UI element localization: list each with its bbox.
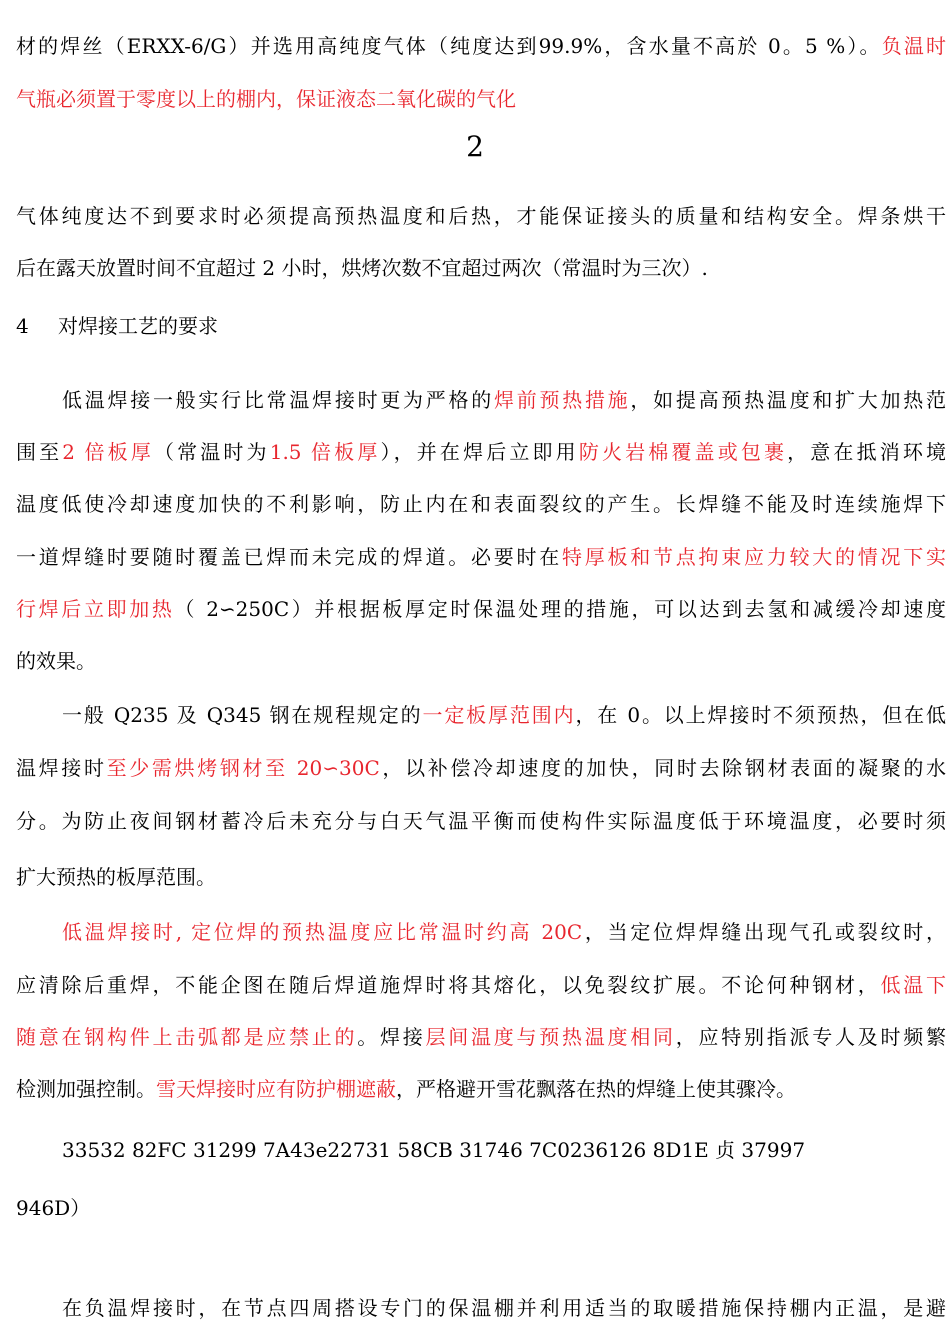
- body-text: ，当定位焊焊缝出现气孔或裂纹时，: [582, 920, 946, 944]
- body-text: （常温时为: [153, 440, 270, 464]
- highlighted-text: 防火岩棉覆盖或包裹: [578, 440, 788, 464]
- paragraph-line: 后在露天放置时间不宜超过 2 小时，烘烤次数不宜超过两次（常温时为三次）.: [16, 256, 708, 280]
- body-text: 一般 Q235 及 Q345 钢在规程规定的: [62, 703, 423, 727]
- paragraph-line: [16, 972, 946, 998]
- highlighted-text: 随意在钢构件上击弧都是应禁止的: [16, 1025, 358, 1049]
- paragraph-line: [62, 387, 946, 413]
- body-text: ，以补偿冷却速度的加快，同时去除钢材表面的凝聚的水: [379, 756, 946, 780]
- highlighted-text: 低温焊接时, 定位焊的预热温度应比常温时约高 20C: [62, 920, 583, 944]
- paragraph-line: 在负温焊接时，在节点四周搭设专门的保温棚并利用适当的取暖措施保持棚内正温，是避: [62, 1296, 946, 1320]
- body-text: 。焊接: [357, 1025, 426, 1049]
- highlighted-text: 特厚板和节点拘束应力较大的情况下实: [562, 545, 946, 569]
- code-line: 946D）: [16, 1196, 91, 1220]
- body-text: ，在 0。以上焊接时不须预热，但在低: [575, 703, 946, 727]
- paragraph-line: [16, 544, 946, 570]
- paragraph-line: [62, 702, 946, 728]
- paragraph-line: [16, 86, 946, 112]
- paragraph-line: [16, 439, 946, 465]
- body-text: 材的焊丝（ERXX-6/G）并选用高纯度气体（纯度达到99.9%，含水量不高於 0。5 %）。: [16, 34, 882, 58]
- highlighted-text: 至少需烘烤钢材至 20∽30C: [106, 756, 380, 780]
- paragraph-line: 扩大预热的板厚范围。: [16, 865, 216, 889]
- body-text: 低温焊接一般实行比常温焊接时更为严格的: [62, 388, 494, 412]
- highlighted-text: 层间温度与预热温度相同: [425, 1025, 676, 1049]
- page-number: 2: [466, 130, 484, 163]
- body-text: 一道焊缝时要随时覆盖已焊而未完成的焊道。必要时在: [16, 545, 562, 569]
- highlighted-text: 2 倍板厚: [62, 440, 154, 464]
- paragraph-line: 温度低使冷却速度加快的不利影响，防止内在和表面裂纹的产生。长焊缝不能及时连续施焊下: [16, 492, 946, 516]
- body-text: 应清除后重焊，不能企图在随后焊道施焊时将其熔化，以免裂纹扩展。不论何种钢材，: [16, 973, 881, 997]
- paragraph-line: 的效果。: [16, 649, 96, 673]
- section-heading: [16, 313, 946, 339]
- highlighted-text: 雪天焊接时应有防护棚遮蔽: [156, 1077, 396, 1101]
- section-title: 对焊接工艺的要求: [58, 314, 218, 338]
- paragraph-line: [16, 1024, 946, 1050]
- body-text: ，如提高预热温度和扩大加热范: [630, 388, 946, 412]
- paragraph-line: [16, 596, 946, 622]
- body-text: ），并在焊后立即用: [380, 440, 579, 464]
- body-text: ，意在抵消环境: [787, 440, 946, 464]
- paragraph-line: [16, 755, 946, 781]
- highlighted-text: 负温时: [881, 34, 946, 58]
- highlighted-text: 行焊后立即加热: [16, 597, 175, 621]
- paragraph-line: 气体纯度达不到要求时必须提高预热温度和后热，才能保证接头的质量和结构安全。焊条烘干: [16, 204, 946, 228]
- body-text: ，应特别指派专人及时频繁: [675, 1025, 946, 1049]
- body-text: 检测加强控制。: [16, 1077, 156, 1101]
- body-text: ，严格避开雪花飘落在热的焊缝上使其骤冷。: [396, 1077, 796, 1101]
- highlighted-text: 焊前预热措施: [494, 388, 631, 412]
- code-line: 33532 82FC 31299 7A43e22731 58CB 31746 7C0236126 8D1E 贞 37997: [62, 1138, 806, 1162]
- section-number: 4: [16, 314, 29, 338]
- paragraph-line: 分。为防止夜间钢材蓄冷后未充分与白天气温平衡而使构件实际温度低于环境温度，必要时须: [16, 809, 946, 833]
- paragraph-line: [62, 919, 946, 945]
- paragraph-line: [16, 33, 946, 59]
- body-text: 温焊接时: [16, 756, 107, 780]
- highlighted-text: 1.5 倍板厚: [269, 440, 381, 464]
- paragraph-line: [16, 1076, 946, 1102]
- highlighted-text: 气瓶必须置于零度以上的棚内，保证液态二氧化碳的气化: [16, 87, 516, 111]
- body-text: 围至: [16, 440, 63, 464]
- highlighted-text: 一定板厚范围内: [422, 703, 576, 727]
- highlighted-text: 低温下: [880, 973, 946, 997]
- body-text: （ 2∽250C）并根据板厚定时保温处理的措施，可以达到去氢和减缓冷却速度: [174, 597, 946, 621]
